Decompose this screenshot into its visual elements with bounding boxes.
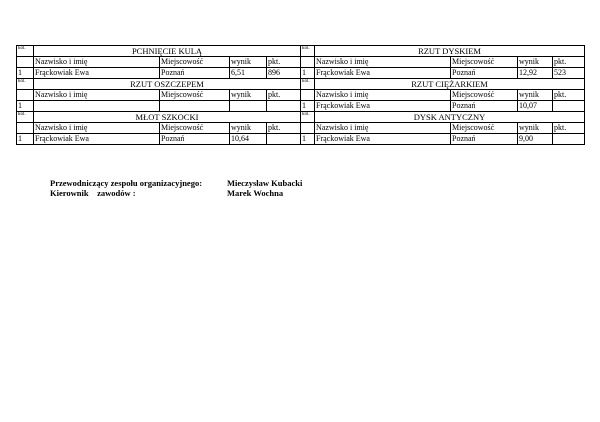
manager-name: Marek Wochna (227, 188, 284, 198)
cell-place: Poznań (451, 101, 518, 112)
event-title-row (17, 112, 585, 123)
chair-label: Przewodniczący zespołu organizacyjnego: (50, 178, 203, 188)
header-points: pkt. (553, 123, 585, 134)
event-title-antique-discus: DYSK ANTYCZNY (315, 112, 585, 123)
cell-pos: 1 (301, 68, 315, 79)
header-points: pkt. (267, 90, 301, 101)
cell-pos: 1 (17, 68, 34, 79)
header-points: pkt. (553, 57, 585, 68)
results-table (16, 45, 585, 145)
cell-place: Poznań (160, 68, 230, 79)
cell-name (34, 101, 160, 112)
cell-name: Frąckowiak Ewa (34, 134, 160, 145)
header-place: Miejscowość (160, 57, 230, 68)
cell-points: 896 (267, 68, 301, 79)
event-title-row (17, 46, 585, 57)
header-points: pkt. (553, 90, 585, 101)
header-row (17, 90, 585, 101)
cell-name: Frąckowiak Ewa (315, 68, 451, 79)
cell-result (230, 101, 267, 112)
header-points: pkt. (267, 123, 301, 134)
header-points: pkt. (267, 57, 301, 68)
header-row (17, 123, 585, 134)
header-name: Nazwisko i imię (34, 57, 160, 68)
table-row (17, 68, 585, 79)
cell-pos: 1 (17, 134, 34, 145)
header-result: wynik (230, 123, 267, 134)
header-result: wynik (518, 123, 553, 134)
cell-pos: 1 (17, 101, 34, 112)
event-title-weight-throw: RZUT CIĘŻARKIEM (315, 79, 585, 90)
table-row (17, 101, 585, 112)
cell-points (553, 101, 585, 112)
event-title-shot-put: PCHNIĘCIE KULĄ (34, 46, 301, 57)
header-name: Nazwisko i imię (315, 123, 451, 134)
header-pos (17, 90, 34, 101)
signatures (50, 178, 302, 198)
cell-result: 9,00 (518, 134, 553, 145)
kol-label: kol. (301, 112, 315, 123)
header-name: Nazwisko i imię (34, 123, 160, 134)
event-title-scottish-hammer: MŁOT SZKOCKI (34, 112, 301, 123)
cell-pos: 1 (301, 134, 315, 145)
header-result: wynik (518, 57, 553, 68)
cell-name: Frąckowiak Ewa (315, 101, 451, 112)
cell-points: 523 (553, 68, 585, 79)
cell-pos: 1 (301, 101, 315, 112)
cell-points (267, 101, 301, 112)
header-pos (17, 57, 34, 68)
cell-place: Poznań (451, 134, 518, 145)
cell-points (553, 134, 585, 145)
manager-row (50, 188, 302, 198)
table-row (17, 134, 585, 145)
header-place: Miejscowość (160, 123, 230, 134)
cell-place: Poznań (160, 134, 230, 145)
event-title-discus: RZUT DYSKIEM (315, 46, 585, 57)
cell-result: 6,51 (230, 68, 267, 79)
cell-result: 12,92 (518, 68, 553, 79)
header-name: Nazwisko i imię (315, 90, 451, 101)
kol-label: kol. (17, 112, 34, 123)
header-pos (301, 57, 315, 68)
header-row (17, 57, 585, 68)
kol-label: kol. (17, 46, 34, 57)
cell-name: Frąckowiak Ewa (34, 68, 160, 79)
kol-label: kol. (301, 79, 315, 90)
header-place: Miejscowość (451, 57, 518, 68)
header-result: wynik (230, 57, 267, 68)
chair-name: Mieczysław Kubacki (227, 178, 303, 188)
kol-label: kol. (301, 46, 315, 57)
header-name: Nazwisko i imię (34, 90, 160, 101)
chair-row (50, 178, 302, 188)
cell-place (160, 101, 230, 112)
header-result: wynik (518, 90, 553, 101)
event-title-row (17, 79, 585, 90)
cell-place: Poznań (451, 68, 518, 79)
cell-result: 10,64 (230, 134, 267, 145)
cell-points (267, 134, 301, 145)
manager-label: Kierownik zawodów : (50, 188, 136, 198)
header-pos (301, 123, 315, 134)
cell-name: Frąckowiak Ewa (315, 134, 451, 145)
header-pos (17, 123, 34, 134)
header-result: wynik (230, 90, 267, 101)
header-place: Miejscowość (451, 123, 518, 134)
header-place: Miejscowość (451, 90, 518, 101)
header-pos (301, 90, 315, 101)
cell-result: 10,07 (518, 101, 553, 112)
event-title-javelin: RZUT OSZCZEPEM (34, 79, 301, 90)
header-place: Miejscowość (160, 90, 230, 101)
header-name: Nazwisko i imię (315, 57, 451, 68)
kol-label: kol. (17, 79, 34, 90)
